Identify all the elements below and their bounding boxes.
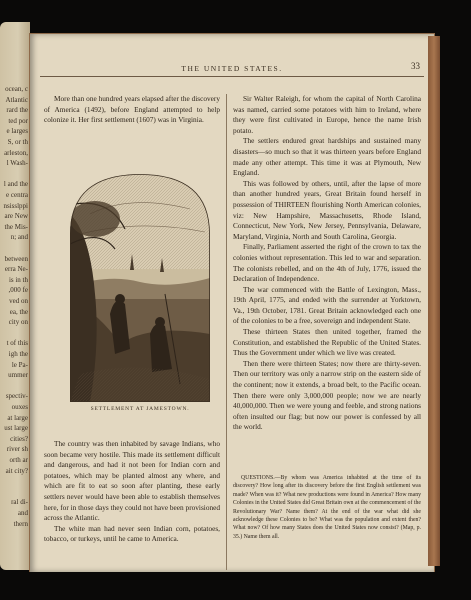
left-page-fragment: t of this: [6, 339, 28, 348]
left-page-fragment: ,000 fe: [8, 286, 28, 295]
column-divider: [226, 94, 227, 570]
left-page-fragment: e centra: [6, 191, 28, 199]
paragraph-constitution: These thirteen States then united together, framed the Constitution, and established the Republic of the United States. Thus the Government under which we live was created.: [233, 327, 421, 358]
review-questions: [233, 474, 421, 541]
jamestown-engraving: [70, 174, 210, 402]
left-page-fragment: le Pa-: [11, 360, 28, 369]
left-page-fragment: and: [17, 509, 28, 517]
left-page-fragment: spectiv-: [5, 392, 28, 401]
left-page-fragment: ocean, c: [5, 85, 28, 93]
paragraph-colonies: This was followed by others, until, after the lapse of more than another hundred years, Great Britain found herself in possession of THIRTEEN flourishing North American colonies, viz: New Hampshire, Massachusetts, Rhode Island, Connecticut, New York, New Jersey, Pennsylvania, Delaware, Maryland, Virginia, North and South Carolina, Georgia.: [233, 178, 421, 241]
book-page: [30, 34, 434, 572]
page-number: 33: [411, 61, 420, 71]
paragraph-hardships: The settlers endured great hardships and sustained many disasters—so much so that it was thirteen years before England made any other attempt. This time it was at Plymouth, New England.: [233, 136, 421, 178]
paragraph-parliament: Finally, Parliament asserted the right of the crown to tax the colonies without representation. This led to war and separation. The colonists rebelled, and on the 4th of July, 1776, issued the Declaration of Independence.: [233, 242, 421, 284]
left-page-fragment: river sh: [6, 445, 28, 454]
left-page-fragment: ted por: [8, 116, 28, 125]
left-page-fragment: are New: [4, 212, 28, 221]
right-column-body: [233, 94, 421, 433]
paragraph-corn: The white man had never seen Indian corn, potatoes, tobacco, or turkeys, until he came to America.: [44, 523, 220, 544]
figure-caption: SETTLEMENT AT JAMESTOWN.: [90, 406, 190, 412]
left-page-fragment: thern: [13, 519, 28, 528]
left-page-fragment: is in th: [8, 275, 28, 284]
left-column-intro: [44, 94, 220, 126]
left-page-fragment: cities?: [10, 434, 28, 443]
left-page-fragment: e larges: [6, 127, 28, 136]
left-page-fragment: ea, the: [9, 307, 28, 316]
engraving-illustration: [70, 174, 210, 402]
left-page-fragment: ouxes: [11, 403, 28, 411]
left-page-fragment: between: [4, 254, 28, 263]
left-page-fragment: l Wash-: [6, 159, 28, 168]
left-page-fragment: orth ar: [9, 456, 28, 464]
paragraph-indians: The country was then inhabited by savage Indians, who soon became very hostile. This made its settlement difficult and dangerous, and had it not been for Indian corn and potatoes, which may be planted almost any where, and which are fit to eat so soon after planting, these early settlers never would have been able to establish themselves here, for in those days they could not have been provisioned across the Atlantic.: [44, 439, 220, 523]
left-column-body: [44, 439, 220, 545]
left-page-fragment: erra Ne-: [4, 265, 28, 274]
left-page-fragment: rard the: [6, 106, 28, 115]
left-page-fragment: ummer: [8, 371, 28, 380]
paragraph-raleigh: Sir Walter Raleigh, for whom the capital of North Carolina was named, carried some potatoes with him to Ireland, where they were first cultivated in Europe, hence the name Irish potato.: [233, 94, 421, 135]
left-page-fragment: nsisslppi: [3, 201, 28, 210]
header-rule: [40, 76, 424, 77]
left-page-fragment: igh the: [8, 350, 28, 358]
left-page-fragment: city on: [8, 318, 28, 327]
left-page-fragment: at large: [7, 413, 28, 422]
intro-paragraph: More than one hundred years elapsed after the discovery of America (1492), before England attempted to help colonize it. Her first settlement (1607) was in Virginia.: [44, 94, 220, 125]
left-page-fragment: ust large: [4, 424, 28, 433]
paragraph-war: The war commenced with the Battle of Lexington, Mass., 19th April, 1775, and ended with the surrender at Yorktown, Va., 19th October, 1781. Great Britain acknowledged each one of the colonies to be a free, sovereign and independent State.: [233, 284, 421, 326]
left-page-fragment: Atlantic: [5, 95, 28, 104]
left-page-fragment: ral di-: [11, 498, 28, 507]
paragraph-growth: Then there were thirteen States; now there are thirty-seven. Then our territory was only a narrow strip on the eastern side of the continent; now it extends, a broad belt, to the Pacific ocean. Then there were only 3,000,000 people; now we are nearly 40,000,000. Then we were young and feeble, and strong nations often insulted our flag; but now our power is confessed by all the world.: [233, 358, 421, 432]
left-page-fragment: n; and: [10, 233, 28, 242]
left-page-edge: [0, 22, 30, 570]
left-page-fragment: ved on: [9, 297, 28, 305]
left-page-fragment: S, or th: [7, 138, 28, 146]
left-page-fragment: l and the: [3, 180, 28, 189]
left-page-fragment: the Mis-: [4, 222, 28, 231]
book-binding-edge: [428, 36, 440, 566]
left-page-fragment: ait city?: [5, 466, 28, 475]
background-bottom: [0, 572, 471, 600]
questions-text: QUESTIONS.—By whom was America inhabited at the time of its discovery? How long after its discovery before the first English settlement was made? When was it? What new productions were found in America? How many Colonies in the United States did Great Britain own at the commencement of the Revolutionary War? Name them? At the end of the war what did she acknowledge these Colonies to be? What was the population and extent then? What now? Of how many States does the United States now consist? (Map, p. 35.) Name them all.: [233, 475, 421, 540]
running-title: THE UNITED STATES.: [181, 64, 283, 73]
left-page-fragment: arleston,: [4, 148, 28, 157]
